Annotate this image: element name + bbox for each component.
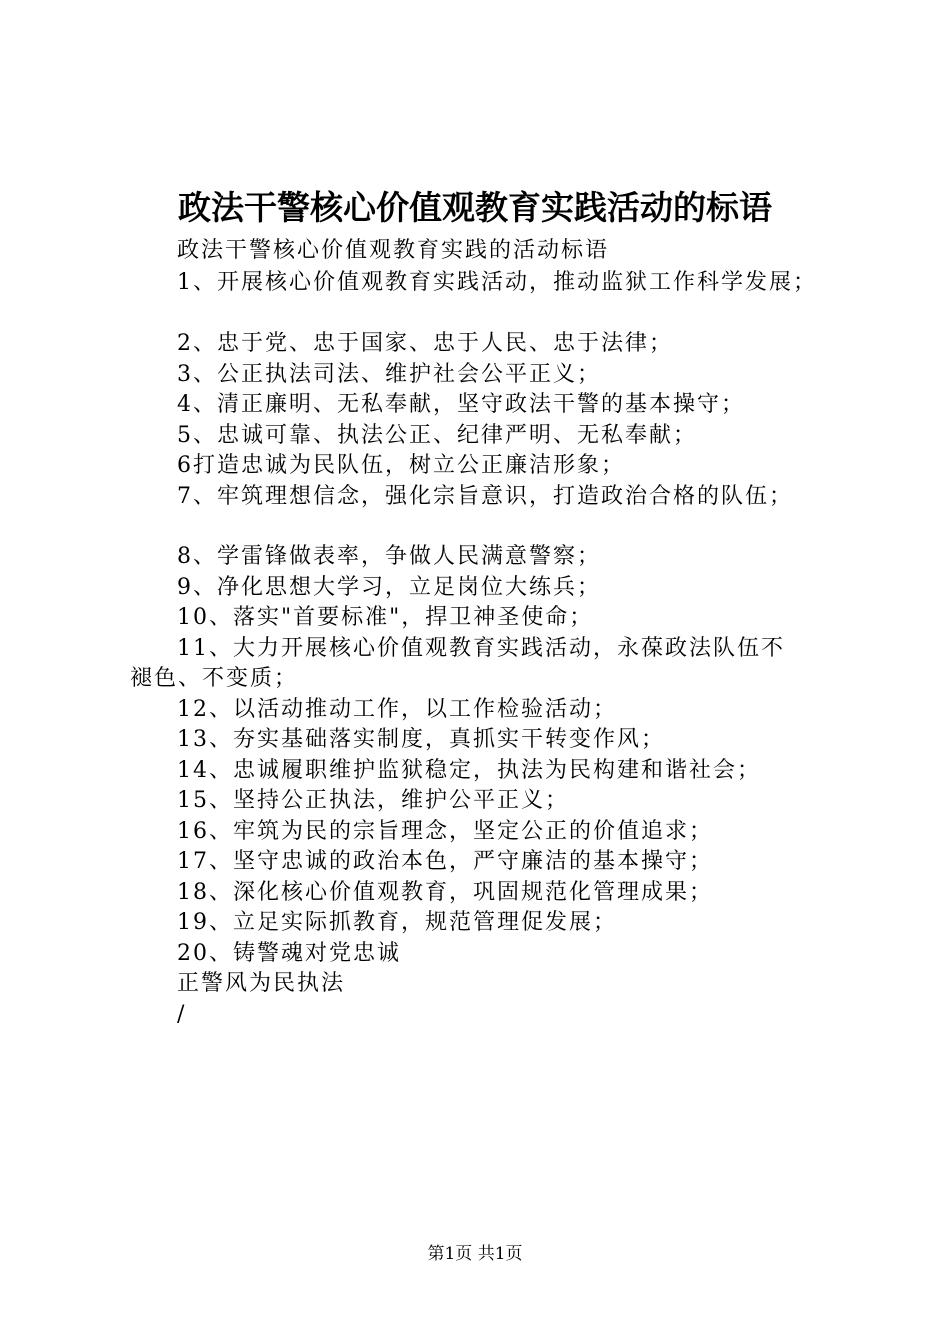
slogan-line: 14、忠诚履职维护监狱稳定，执法为民构建和谐社会； — [177, 758, 761, 783]
slogan-line: 5、忠诚可靠、执法公正、纪律严明、无私奉献； — [177, 423, 697, 448]
slogan-line: 6打造忠诚为民队伍，树立公正廉洁形象； — [177, 453, 625, 478]
slogan-line: 13、夯实基础落实制度，真抓实干转变作风； — [177, 727, 665, 752]
slogan-line: 16、牢筑为民的宗旨理念，坚定公正的价值追求； — [177, 819, 713, 844]
slogan-line: / — [177, 1002, 187, 1027]
slogan-line: 17、坚守忠诚的政治本色，严守廉洁的基本操守； — [177, 849, 713, 874]
slogan-line: 7、牢筑理想信念，强化宗旨意识，打造政治合格的队伍； — [177, 484, 793, 509]
slogan-line: 12、以活动推动工作，以工作检验活动； — [177, 697, 617, 722]
slogan-line: 11、大力开展核心价值观教育实践活动，永葆政法队伍不 — [177, 636, 785, 661]
slogan-line: 9、净化思想大学习，立足岗位大练兵； — [177, 575, 601, 600]
slogan-line: 正警风为民执法 — [177, 971, 346, 996]
slogan-line: 4、清正廉明、无私奉献，坚守政法干警的基本操守； — [177, 392, 745, 417]
page-footer: 第1页 共1页 — [427, 1244, 523, 1264]
slogan-line: 18、深化核心价值观教育，巩固规范化管理成果； — [177, 880, 713, 905]
slogan-line: 1、开展核心价值观教育实践活动，推动监狱工作科学发展； — [177, 270, 817, 295]
slogan-line: 3、公正执法司法、维护社会公平正义； — [177, 362, 601, 387]
slogan-line-continuation: 褪色、不变质； — [130, 666, 299, 691]
document-title: 政法干警核心价值观教育实践活动的标语 — [178, 188, 772, 227]
slogan-line: 2、忠于党、忠于国家、忠于人民、忠于法律； — [177, 331, 673, 356]
slogan-line: 10、落实"首要标准"，捍卫神圣使命； — [177, 605, 594, 630]
slogan-line: 15、坚持公正执法，维护公平正义； — [177, 788, 569, 813]
slogan-line: 8、学雷锋做表率，争做人民满意警察； — [177, 544, 601, 569]
slogan-line: 20、铸警魂对党忠诚 — [177, 941, 401, 966]
document-subtitle: 政法干警核心价值观教育实践的活动标语 — [177, 238, 610, 263]
slogan-line: 19、立足实际抓教育，规范管理促发展； — [177, 910, 617, 935]
